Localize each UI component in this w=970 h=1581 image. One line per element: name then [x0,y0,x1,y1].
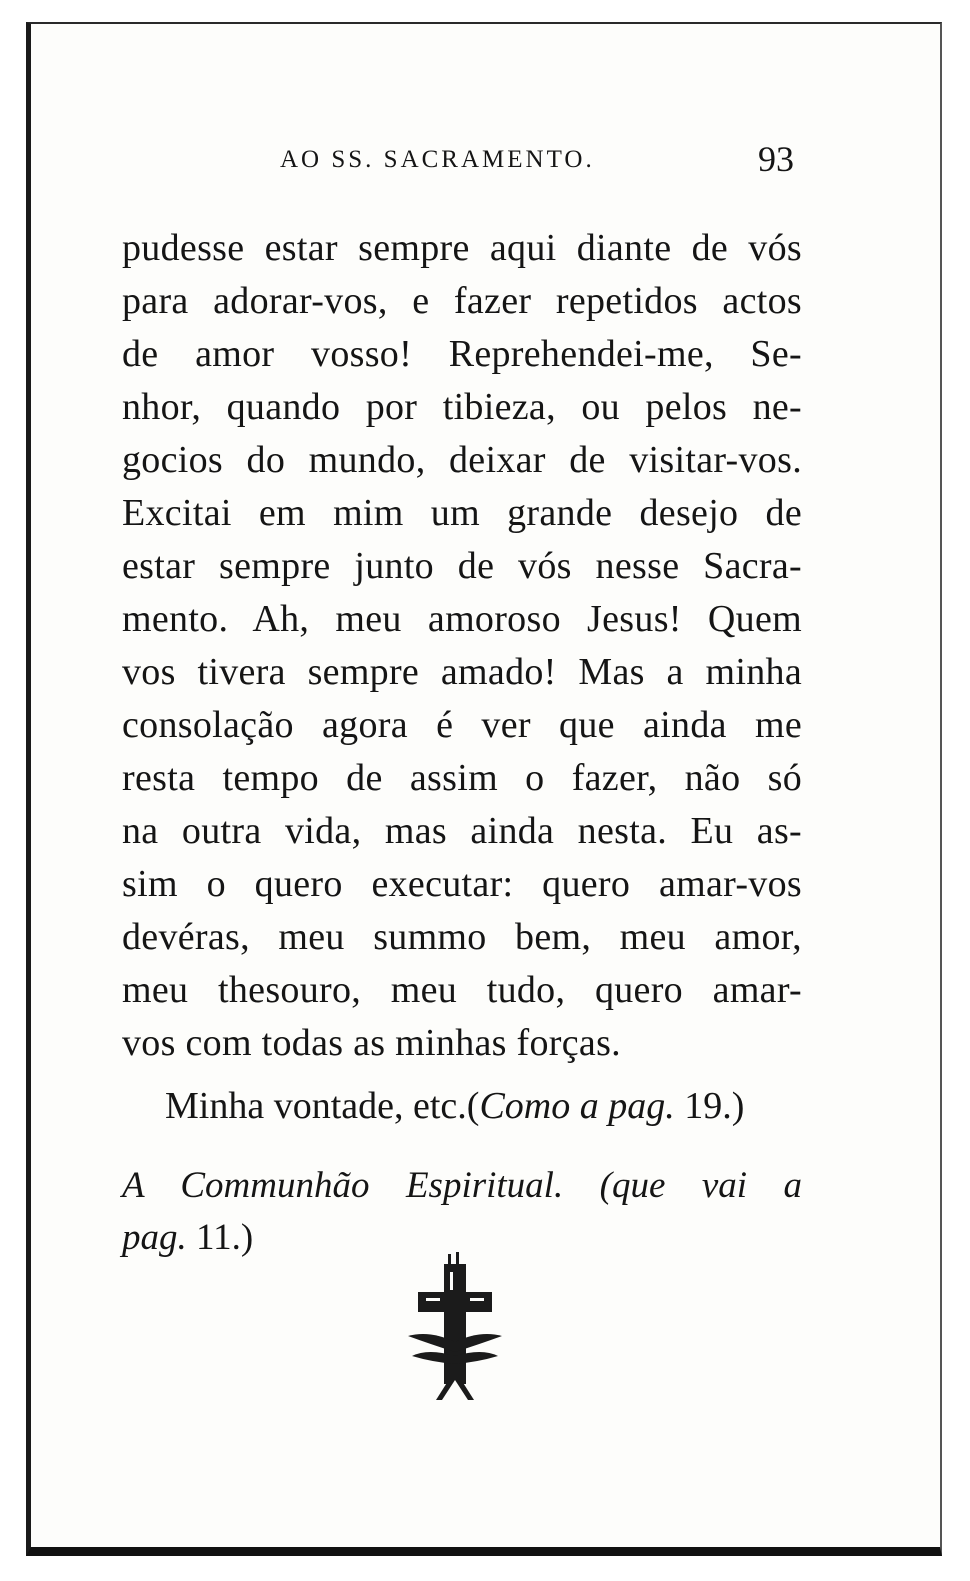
text-line: mento. Ah, meu amoroso Jesus! Quem [122,598,802,640]
rubric-page-ref: 19.) [674,1085,745,1127]
body-paragraph [122,222,802,1070]
text-line: gocios do mundo, deixar de visitar-vos. [122,439,802,481]
text-line: estar sempre junto de vós nesse Sacra- [122,545,802,587]
cross-ornament-icon [400,1252,510,1402]
rubric-minha-vontade [165,1080,795,1133]
text-line: pudesse estar sempre aqui diante de vós [122,227,802,269]
rubric-line: A Communhão Espiritual. (que vai a [122,1165,802,1206]
text-line: resta tempo de assim o fazer, não só [122,757,802,799]
page-number: 93 [758,139,794,179]
text-line: nhor, quando por tibieza, ou pelos ne- [122,386,802,428]
text-line: meu thesouro, meu tudo, quero amar- [122,969,802,1011]
rubric-italic: Como a pag. [479,1085,675,1127]
rubric-page-ref: 11.) [186,1217,254,1258]
text-line: na outra vida, mas ainda nesta. Eu as- [122,810,802,852]
running-title: AO SS. SACRAMENTO. [280,146,595,173]
text-line: devéras, meu summo bem, meu amor, [122,916,802,958]
text-line: vos com todas as minhas forças. [122,1022,621,1064]
running-head [280,138,800,182]
text-line: para adorar-vos, e fazer repetidos actos [122,280,802,322]
text-line: de amor vosso! Reprehendei-me, Se- [122,333,802,375]
text-line: sim o quero executar: quero amar-vos [122,863,802,905]
text-line: vos tivera sempre amado! Mas a minha [122,651,802,693]
rubric-italic: pag. [122,1217,187,1258]
rubric-communhao [122,1160,802,1264]
text-line: consolação agora é ver que ainda me [122,704,802,746]
rubric-text: Minha vontade, etc.( [165,1085,480,1127]
text-line: Excitai em mim um grande desejo de [122,492,802,534]
